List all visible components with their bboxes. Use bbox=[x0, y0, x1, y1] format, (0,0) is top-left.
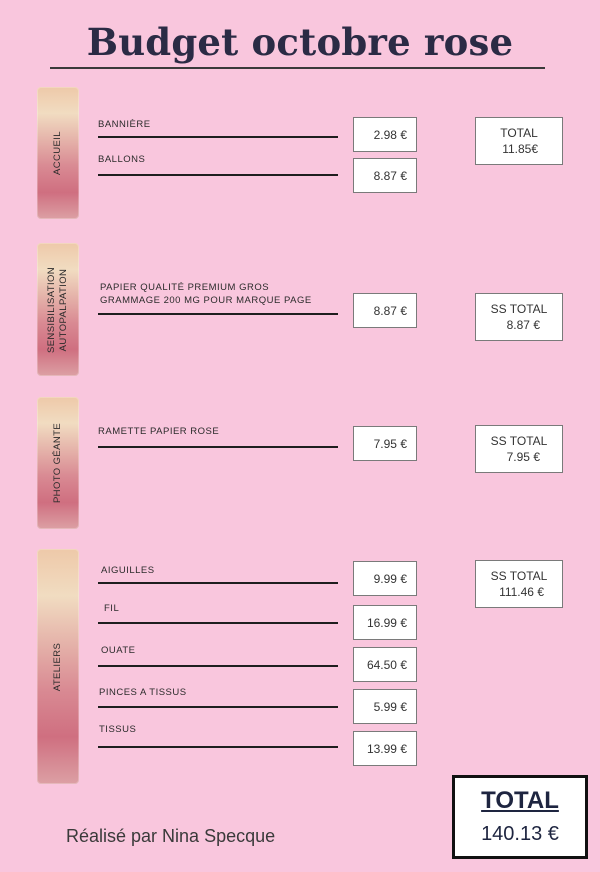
section-tab-label: ATELIERS bbox=[52, 642, 63, 691]
item-line bbox=[98, 746, 338, 748]
item-label-banniere: BANNIÈRE bbox=[98, 119, 151, 130]
item-label-ouate: OUATE bbox=[101, 645, 136, 656]
page-title: Budget octobre rose bbox=[86, 20, 514, 64]
subtotal-box-accueil bbox=[475, 117, 563, 165]
item-label-ramette: RAMETTE PAPIER ROSE bbox=[98, 426, 220, 437]
price-box-pinces: 5.99 € bbox=[353, 689, 417, 724]
author-credit: Réalisé par Nina Specque bbox=[66, 826, 276, 846]
item-label-tissus: TISSUS bbox=[99, 724, 137, 735]
section-tab-accueil bbox=[37, 87, 79, 219]
section-tab-label-line1: SENSIBILISATION bbox=[46, 266, 57, 353]
price-box-papier: 8.87 € bbox=[353, 293, 417, 328]
section-tab-label: ACCUEIL bbox=[52, 131, 63, 175]
item-label-aiguilles: AIGUILLES bbox=[101, 565, 155, 576]
item-line bbox=[98, 582, 338, 584]
subtotal-box-ateliers bbox=[475, 560, 563, 608]
subtotal-label: SS TOTAL bbox=[490, 434, 548, 448]
subtotal-value: 7.95 € bbox=[506, 450, 540, 464]
price-box-banniere: 2.98 € bbox=[353, 117, 417, 152]
subtotal-label: SS TOTAL bbox=[490, 302, 548, 316]
subtotal-label: SS TOTAL bbox=[490, 569, 548, 583]
item-label-line1: PAPIER QUALITÉ PREMIUM GROS bbox=[100, 282, 270, 293]
price-box-ballons: 8.87 € bbox=[353, 158, 417, 193]
subtotal-value: 111.46 € bbox=[499, 585, 544, 599]
grand-total-label: TOTAL bbox=[481, 787, 559, 814]
price-box-fil: 16.99 € bbox=[353, 605, 417, 640]
section-tab-sensibilisation bbox=[37, 243, 79, 376]
item-line bbox=[98, 446, 338, 448]
item-line bbox=[98, 136, 338, 138]
price-box-tissus: 13.99 € bbox=[353, 731, 417, 766]
subtotal-box-photo-geante bbox=[475, 425, 563, 473]
section-tab-ateliers bbox=[37, 549, 79, 784]
section-tab-photo-geante bbox=[37, 397, 79, 529]
item-label-line2: GRAMMAGE 200 MG POUR MARQUE PAGE bbox=[100, 295, 312, 306]
section-tab-label-line2: AUTOPALPATION bbox=[58, 268, 69, 351]
price-box-ouate: 64.50 € bbox=[353, 647, 417, 682]
item-line bbox=[98, 313, 338, 315]
section-tab-label bbox=[46, 266, 70, 352]
grand-total-box bbox=[452, 775, 588, 859]
price-box-ramette: 7.95 € bbox=[353, 426, 417, 461]
item-line bbox=[98, 174, 338, 176]
subtotal-value: 11.85€ bbox=[502, 142, 538, 156]
subtotal-value: 8.87 € bbox=[506, 318, 540, 332]
item-label-pinces: PINCES A TISSUS bbox=[99, 687, 187, 698]
item-label-papier bbox=[100, 281, 312, 307]
item-line bbox=[98, 706, 338, 708]
item-label-ballons: BALLONS bbox=[98, 154, 146, 165]
subtotal-label: TOTAL bbox=[500, 126, 538, 140]
price-box-aiguilles: 9.99 € bbox=[353, 561, 417, 596]
section-tab-label: PHOTO GÉANTE bbox=[52, 422, 63, 504]
subtotal-box-sensibilisation bbox=[475, 293, 563, 341]
title-divider bbox=[50, 67, 545, 69]
grand-total-value: 140.13 € bbox=[481, 823, 559, 845]
item-line bbox=[98, 622, 338, 624]
item-label-fil: FIL bbox=[104, 603, 120, 614]
item-line bbox=[98, 665, 338, 667]
